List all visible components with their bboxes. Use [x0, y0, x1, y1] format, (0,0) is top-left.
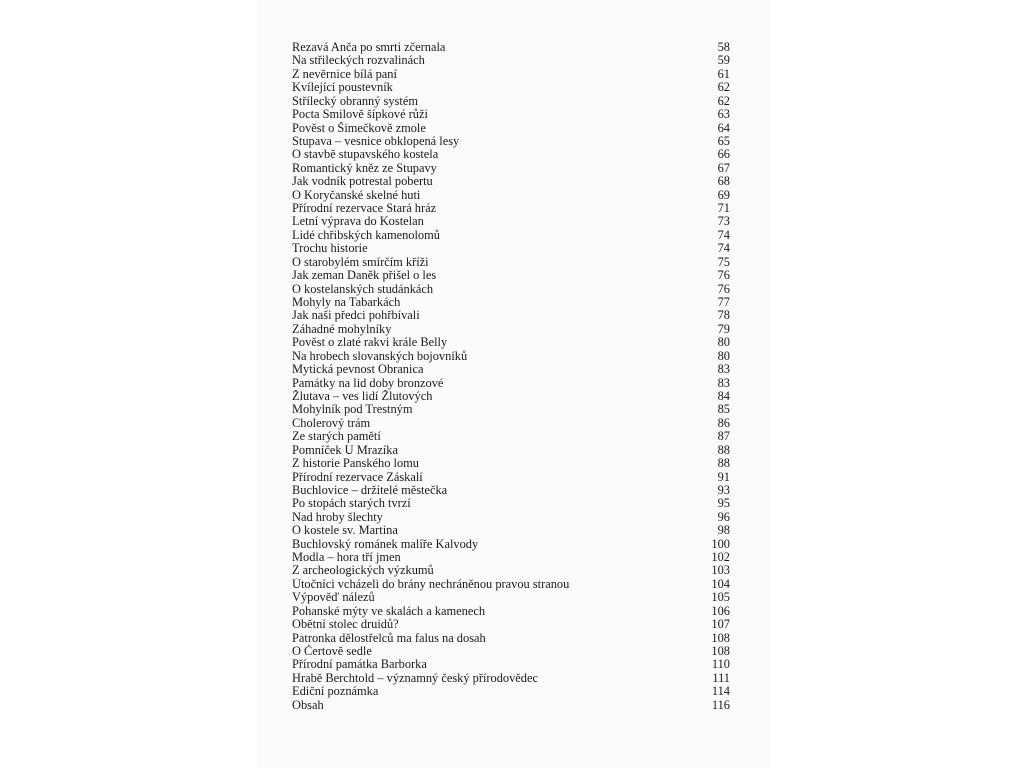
toc-entry-title: Z nevěrnice bílá paní	[292, 67, 397, 81]
toc-entry-title: Přírodní rezervace Stará hráz	[292, 202, 437, 216]
toc-entry-page: 76	[717, 281, 730, 296]
toc-entry-page: 87	[717, 429, 730, 444]
toc-entry-title: Pověst o Šimečkově zmole	[292, 121, 426, 135]
toc-entry-title: Přírodní rezervace Záskalí	[292, 470, 423, 484]
toc-entry	[292, 148, 730, 161]
toc-entry-title: Ze starých pamětí	[292, 430, 381, 444]
toc-entry-title: Pohanské mýty ve skalách a kamenech	[292, 604, 486, 618]
toc-entry	[292, 162, 730, 175]
toc-entry	[292, 242, 730, 255]
toc-entry	[292, 363, 730, 376]
toc-entry-page: 100	[711, 536, 730, 551]
table-of-contents	[292, 41, 730, 712]
toc-entry-title: Mytická pevnost Obranica	[292, 363, 424, 377]
toc-entry-page: 114	[711, 684, 730, 699]
toc-entry	[292, 269, 730, 282]
toc-entry-title: Cholerový trám	[292, 416, 371, 430]
toc-entry	[292, 189, 730, 202]
toc-entry-page: 73	[717, 214, 730, 229]
toc-entry	[292, 591, 730, 604]
toc-entry	[292, 283, 730, 296]
toc-entry	[292, 578, 730, 591]
toc-entry-page: 95	[717, 496, 730, 511]
toc-entry-title: Z archeologických výzkumů	[292, 564, 434, 578]
toc-entry	[292, 538, 730, 551]
toc-entry-page: 91	[717, 469, 730, 484]
toc-entry	[292, 632, 730, 645]
toc-entry-page: 88	[717, 456, 730, 471]
toc-entry-page: 61	[717, 66, 730, 81]
toc-entry	[292, 390, 730, 403]
toc-entry-page: 88	[717, 442, 730, 457]
toc-entry	[292, 135, 730, 148]
toc-entry-title: Trochu historie	[292, 242, 368, 256]
toc-entry	[292, 336, 730, 349]
toc-entry-title: Žlutava – ves lidí Žlutových	[292, 389, 433, 403]
toc-entry-page: 103	[711, 563, 730, 578]
toc-entry	[292, 444, 730, 457]
toc-entry-page: 67	[717, 160, 730, 175]
toc-entry-title: O kostele sv. Martina	[292, 524, 398, 538]
toc-entry-title: Modla – hora tří jmen	[292, 551, 401, 565]
toc-entry-title: Buchlovice – držitelé městečka	[292, 483, 448, 497]
toc-entry-title: Obětní stolec druidů?	[292, 618, 399, 632]
toc-entry-title: Buchlovský románek malíře Kalvody	[292, 537, 479, 551]
toc-entry-title: Přírodní památka Barborka	[292, 658, 427, 672]
toc-entry-title: Na hrobech slovanských bojovníků	[292, 349, 468, 363]
toc-entry-page: 111	[712, 670, 730, 685]
toc-entry	[292, 672, 730, 685]
toc-entry	[292, 108, 730, 121]
toc-entry-title: Jak zeman Daněk přišel o les	[292, 269, 437, 283]
toc-entry-title: O Koryčanské skelné huti	[292, 188, 421, 202]
toc-entry-page: 108	[711, 643, 730, 658]
toc-entry-page: 110	[711, 657, 730, 672]
toc-entry-title: Na střileckých rozvalinách	[292, 54, 425, 68]
toc-entry	[292, 699, 730, 712]
toc-entry	[292, 645, 730, 658]
toc-entry	[292, 658, 730, 671]
toc-entry-title: Výpověď nálezů	[292, 591, 375, 605]
toc-entry-page: 106	[711, 603, 730, 618]
toc-entry-title: Hrabě Berchtold – významný český přírodovědec	[292, 671, 539, 685]
toc-entry-title: Útočníci vcházeli do brány nechráněnou pravou stranou	[292, 577, 570, 591]
toc-entry	[292, 256, 730, 269]
toc-entry-page: 74	[717, 241, 730, 256]
toc-entry	[292, 564, 730, 577]
toc-entry-page: 58	[717, 40, 730, 54]
toc-entry-title: Letní výprava do Kostelan	[292, 215, 424, 229]
toc-entry-page: 96	[717, 509, 730, 524]
toc-entry-title: Romantický kněz ze Stupavy	[292, 161, 437, 175]
toc-entry	[292, 403, 730, 416]
toc-entry-page: 85	[717, 402, 730, 417]
toc-entry-page: 80	[717, 348, 730, 363]
toc-entry	[292, 229, 730, 242]
toc-entry	[292, 430, 730, 443]
toc-entry	[292, 202, 730, 215]
toc-entry-page: 71	[717, 201, 730, 216]
toc-entry	[292, 296, 730, 309]
toc-entry	[292, 605, 730, 618]
toc-entry-title: Ediční poznámka	[292, 685, 379, 699]
toc-entry-title: Pověst o zlaté rakvi krále Belly	[292, 336, 448, 350]
toc-entry-title: Pomníček U Mrazíka	[292, 443, 398, 457]
toc-entry-title: Památky na lid doby bronzové	[292, 376, 444, 390]
toc-entry-page: 62	[717, 93, 730, 108]
toc-entry-title: Mohylník pod Trestným	[292, 403, 413, 417]
toc-entry	[292, 81, 730, 94]
toc-entry	[292, 497, 730, 510]
toc-entry-page: 64	[717, 120, 730, 135]
toc-entry-page: 80	[717, 335, 730, 350]
toc-entry-title: Jak vodník potrestal pobertu	[292, 175, 433, 189]
toc-entry-page: 86	[717, 415, 730, 430]
toc-entry	[292, 215, 730, 228]
toc-entry	[292, 551, 730, 564]
toc-entry	[292, 54, 730, 67]
toc-entry-title: O starobylém smírčím kříži	[292, 255, 429, 269]
toc-entry-page: 65	[717, 133, 730, 148]
toc-entry	[292, 323, 730, 336]
toc-entry	[292, 471, 730, 484]
toc-entry-title: O stavbě stupavského kostela	[292, 148, 439, 162]
toc-entry	[292, 41, 730, 54]
toc-entry-page: 102	[711, 550, 730, 565]
toc-entry-page: 98	[717, 523, 730, 538]
toc-entry-page: 59	[717, 53, 730, 68]
toc-entry	[292, 122, 730, 135]
toc-entry-page: 76	[717, 268, 730, 283]
toc-entry	[292, 377, 730, 390]
toc-entry	[292, 175, 730, 188]
toc-entry	[292, 511, 730, 524]
toc-entry-page: 62	[717, 80, 730, 95]
toc-entry-title: O Čertově sedle	[292, 644, 372, 658]
toc-entry-title: Mohyly na Tabarkách	[292, 296, 401, 310]
toc-entry-page: 107	[711, 617, 730, 632]
toc-entry-title: Obsah	[292, 698, 324, 712]
toc-entry-title: Stupava – vesnice obklopená lesy	[292, 134, 460, 148]
toc-entry-page: 63	[717, 107, 730, 122]
toc-entry	[292, 350, 730, 363]
toc-entry-title: Pocta Smilově šípkové růži	[292, 108, 428, 122]
toc-entry	[292, 68, 730, 81]
toc-entry-page: 104	[711, 576, 730, 591]
toc-entry	[292, 309, 730, 322]
toc-entry-page: 79	[717, 321, 730, 336]
toc-entry-title: Lidé chřibských kamenolomů	[292, 228, 440, 242]
toc-entry-page: 78	[717, 308, 730, 323]
toc-entry-page: 108	[711, 630, 730, 645]
toc-entry-page: 83	[717, 362, 730, 377]
toc-entry-title: Střílecký obranný systém	[292, 94, 418, 108]
toc-entry-page: 68	[717, 174, 730, 189]
toc-entry-title: Nad hroby šlechty	[292, 510, 383, 524]
toc-entry-title: Jak naši předci pohřbívali	[292, 309, 420, 323]
toc-entry-page: 66	[717, 147, 730, 162]
toc-entry	[292, 524, 730, 537]
toc-entry-title: Kvílející poustevník	[292, 81, 393, 95]
toc-entry-page: 77	[717, 295, 730, 310]
toc-entry-title: Záhadné mohylníky	[292, 322, 392, 336]
toc-entry-title: Z historie Panského lomu	[292, 457, 419, 471]
toc-entry	[292, 685, 730, 698]
toc-entry-page: 69	[717, 187, 730, 202]
toc-entry-title: O kostelanských studánkách	[292, 282, 434, 296]
toc-entry	[292, 457, 730, 470]
toc-entry-page: 83	[717, 375, 730, 390]
toc-entry-page: 74	[717, 227, 730, 242]
toc-entry-title: Patronka dělostřelců ma falus na dosah	[292, 631, 486, 645]
toc-entry-title: Po stopách starých tvrzí	[292, 497, 411, 511]
toc-entry	[292, 484, 730, 497]
toc-entry-page: 75	[717, 254, 730, 269]
toc-entry-page: 105	[711, 590, 730, 605]
toc-entry	[292, 95, 730, 108]
toc-entry-page: 116	[711, 697, 730, 712]
toc-entry-title: Rezavá Anča po smrti zčernala	[292, 41, 446, 54]
toc-entry	[292, 618, 730, 631]
toc-entry	[292, 417, 730, 430]
toc-entry-page: 93	[717, 482, 730, 497]
toc-entry-page: 84	[717, 388, 730, 403]
